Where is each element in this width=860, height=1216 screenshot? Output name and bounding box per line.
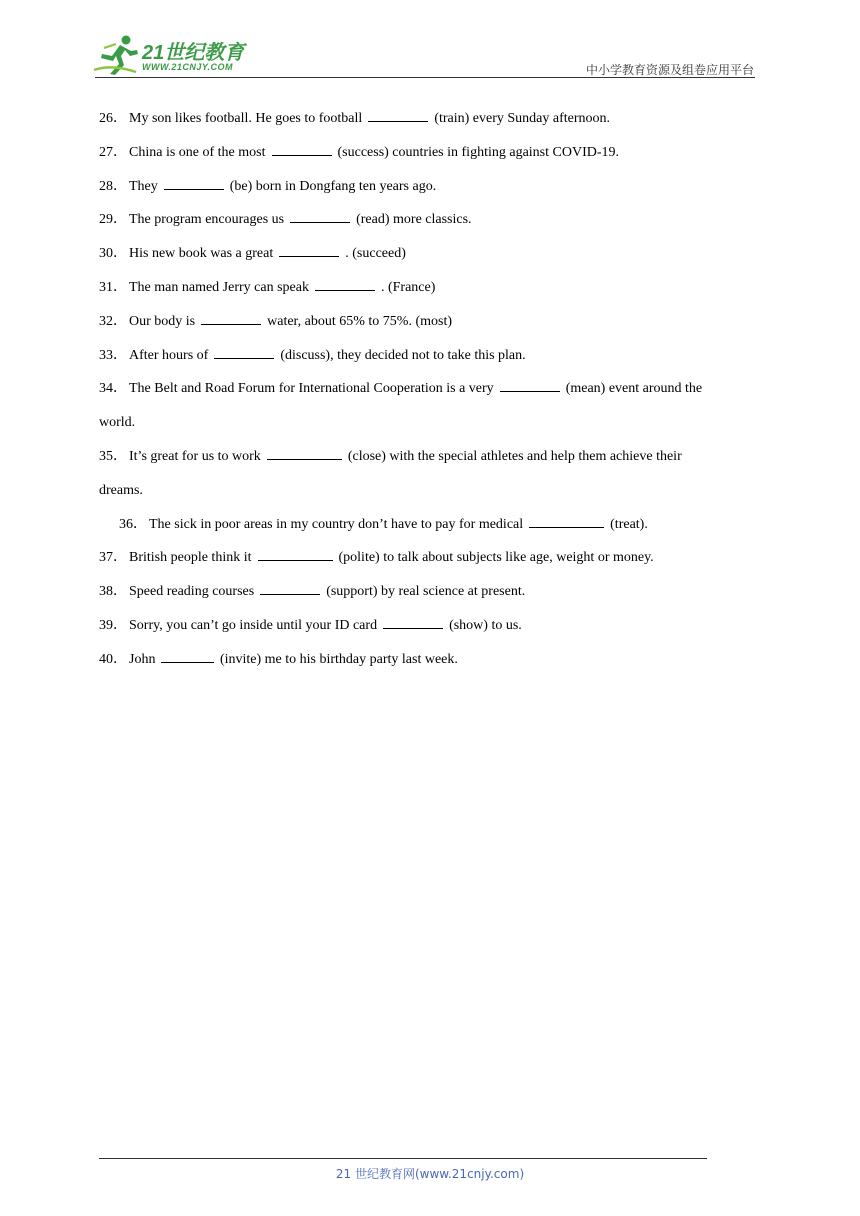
question-text-before: His new book was a great — [129, 246, 274, 262]
question-text-before: Sorry, you can’t go inside until your ID card — [129, 617, 378, 633]
question-number: 31． — [99, 279, 127, 295]
answer-blank[interactable] — [214, 346, 274, 359]
answer-blank[interactable] — [368, 109, 428, 122]
question-text-continued: world. — [99, 415, 136, 431]
header-tagline: 中小学教育资源及组卷应用平台 — [585, 63, 754, 77]
answer-blank[interactable] — [315, 278, 375, 291]
logo-wordmark: 21世纪教育 — [142, 42, 245, 64]
question-number: 40． — [99, 651, 127, 667]
question-list — [99, 102, 759, 677]
answer-blank[interactable] — [260, 582, 320, 595]
question-text-after: (mean) event around the — [565, 381, 703, 397]
question-text-after: (train) every Sunday afternoon. — [434, 111, 611, 126]
question-text-after: . (France) — [380, 279, 436, 295]
question-text-before: Speed reading courses — [129, 584, 255, 600]
header-divider — [95, 77, 755, 78]
question-number: 33． — [99, 347, 127, 363]
question-number: 39． — [99, 617, 127, 633]
question-text-before: The program encourages us — [129, 212, 285, 228]
question-item — [99, 372, 759, 440]
question-text-after: (close) with the special athletes and help them achieve their — [347, 448, 682, 464]
answer-blank[interactable] — [272, 143, 332, 156]
answer-blank[interactable] — [500, 379, 560, 392]
answer-blank[interactable] — [164, 177, 224, 190]
question-text-continued: dreams. — [99, 482, 143, 498]
question-number: 37． — [99, 550, 127, 566]
footer-text: 21 世纪教育网(www.21cnjy.com) — [335, 1167, 525, 1181]
question-text-after: (support) by real science at present. — [326, 584, 526, 600]
question-text-before: British people think it — [129, 550, 252, 566]
question-text-before: It’s great for us to work — [129, 448, 261, 464]
question-item — [99, 102, 759, 136]
footer-divider — [99, 1158, 707, 1159]
question-text-after: . (succeed) — [345, 246, 406, 262]
question-text-before: My son likes football. He goes to football — [129, 111, 363, 126]
question-text-before: After hours of — [129, 347, 209, 363]
question-item — [99, 541, 759, 575]
question-text-after: (invite) me to his birthday party last week. — [219, 651, 458, 667]
question-item — [99, 271, 759, 305]
logo-url: WWW.21CNJY.COM — [142, 62, 234, 72]
question-item — [99, 339, 759, 373]
question-text-before: The man named Jerry can speak — [129, 279, 309, 295]
answer-blank[interactable] — [258, 548, 333, 561]
question-item — [99, 203, 759, 237]
question-item — [99, 508, 759, 542]
question-text-after: (polite) to talk about subjects like age, weight or money. — [338, 550, 654, 566]
question-text-before: The sick in poor areas in my country don’t have to pay for medical — [149, 516, 524, 532]
page-header — [0, 0, 860, 80]
question-number: 32． — [99, 313, 127, 329]
question-text-before: John — [129, 651, 156, 667]
question-item — [99, 305, 759, 339]
question-item — [99, 136, 759, 170]
question-item — [99, 440, 759, 508]
question-text-before: Our body is — [129, 313, 196, 329]
question-text-before: They — [129, 178, 158, 194]
question-text-after: (be) born in Dongfang ten years ago. — [229, 178, 437, 194]
question-number: 29． — [99, 212, 127, 228]
question-text-after: (success) countries in fighting against COVID-19. — [337, 144, 619, 160]
question-number: 30． — [99, 246, 127, 262]
question-text-after: (read) more classics. — [356, 212, 472, 228]
question-item — [99, 609, 759, 643]
question-item — [99, 170, 759, 204]
answer-blank[interactable] — [529, 515, 604, 528]
question-item — [99, 575, 759, 609]
site-logo — [92, 34, 262, 78]
question-text-before: The Belt and Road Forum for International Cooperation is a very — [129, 381, 494, 397]
question-text-after: (show) to us. — [449, 617, 522, 633]
answer-blank[interactable] — [383, 616, 443, 629]
question-number: 34． — [99, 381, 127, 397]
answer-blank[interactable] — [279, 244, 339, 257]
question-text-after: (treat). — [610, 516, 648, 532]
question-item — [99, 237, 759, 271]
question-number: 36． — [119, 516, 147, 532]
answer-blank[interactable] — [161, 650, 214, 663]
answer-blank[interactable] — [267, 447, 342, 460]
question-number: 38． — [99, 584, 127, 600]
question-number: 28． — [99, 178, 127, 194]
question-item — [99, 643, 759, 677]
answer-blank[interactable] — [290, 210, 350, 223]
question-number: 26． — [99, 111, 127, 126]
question-number: 35． — [99, 448, 127, 464]
question-text-before: China is one of the most — [129, 144, 266, 160]
runner-logo-icon — [92, 34, 144, 76]
answer-blank[interactable] — [201, 312, 261, 325]
question-number: 27． — [99, 144, 127, 160]
question-text-after: (discuss), they decided not to take this plan. — [280, 347, 526, 363]
question-text-after: water, about 65% to 75%. (most) — [267, 313, 453, 329]
